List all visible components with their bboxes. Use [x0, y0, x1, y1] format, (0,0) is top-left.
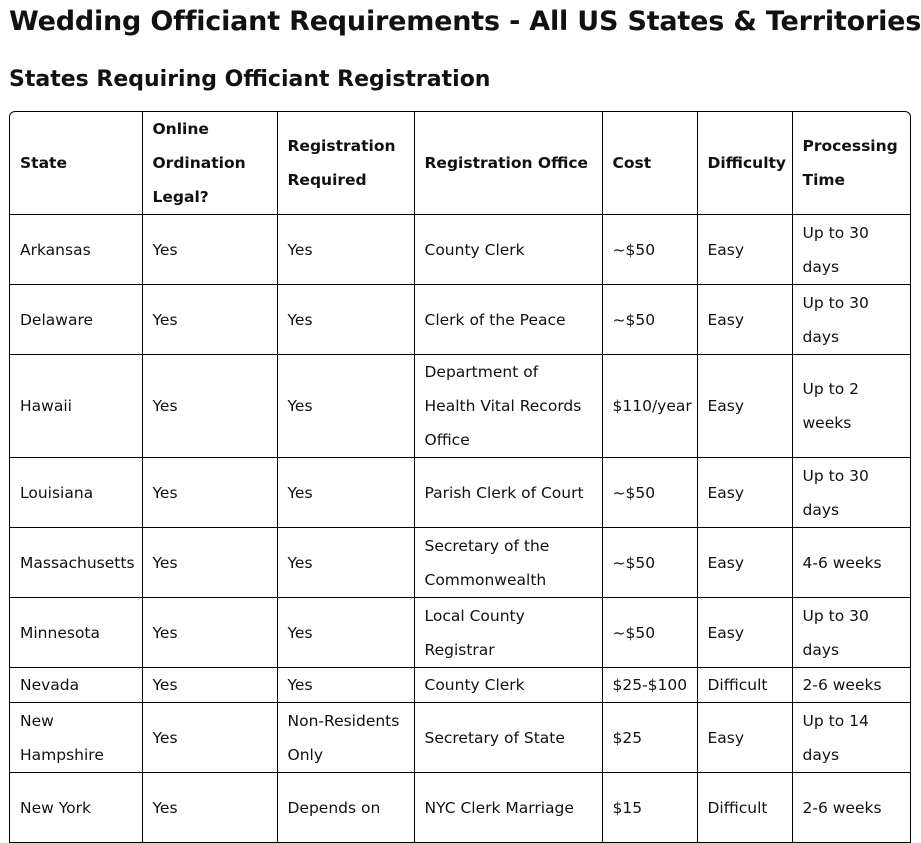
cell-cost: $15 — [602, 773, 697, 843]
cell-processing-time: 2-6 weeks — [792, 668, 910, 703]
column-header-difficulty: Difficulty — [697, 112, 792, 215]
table-row — [10, 598, 910, 668]
cell-state: Louisiana — [10, 458, 142, 528]
cell-state: Arkansas — [10, 215, 142, 285]
cell-registration-office: County Clerk — [414, 215, 602, 285]
cell-processing-time: Up to 30 days — [792, 215, 910, 285]
cell-online-ordination: Yes — [142, 285, 277, 355]
cell-processing-time: Up to 2 weeks — [792, 355, 910, 458]
cell-processing-time: Up to 30 days — [792, 598, 910, 668]
cell-cost: ~$50 — [602, 215, 697, 285]
cell-difficulty: Easy — [697, 285, 792, 355]
cell-cost: $110/year — [602, 355, 697, 458]
page-title: Wedding Officiant Requirements - All US States & Territories — [9, 6, 921, 37]
table-row — [10, 458, 910, 528]
cell-cost: ~$50 — [602, 598, 697, 668]
cell-difficulty: Easy — [697, 703, 792, 773]
cell-registration-required: Yes — [277, 528, 414, 598]
cell-difficulty: Easy — [697, 598, 792, 668]
cell-online-ordination: Yes — [142, 215, 277, 285]
cell-cost: ~$50 — [602, 528, 697, 598]
cell-state: Minnesota — [10, 598, 142, 668]
cell-registration-required: Yes — [277, 668, 414, 703]
cell-online-ordination: Yes — [142, 703, 277, 773]
cell-online-ordination: Yes — [142, 598, 277, 668]
cell-difficulty: Easy — [697, 215, 792, 285]
cell-registration-office: Clerk of the Peace — [414, 285, 602, 355]
cell-registration-required: Yes — [277, 458, 414, 528]
cell-registration-required: Yes — [277, 598, 414, 668]
column-header-registration-office: Registration Office — [414, 112, 602, 215]
cell-registration-required: Non-Residents Only — [277, 703, 414, 773]
cell-difficulty: Easy — [697, 458, 792, 528]
column-header-processing-time: Processing Time — [792, 112, 910, 215]
table-header-row — [10, 112, 910, 215]
cell-state: New York — [10, 773, 142, 843]
column-header-state: State — [10, 112, 142, 215]
table-row — [10, 355, 910, 458]
cell-state: Massachusetts — [10, 528, 142, 598]
cell-state: Hawaii — [10, 355, 142, 458]
officiant-requirements-table — [10, 112, 910, 843]
cell-registration-required: Yes — [277, 355, 414, 458]
cell-online-ordination: Yes — [142, 458, 277, 528]
officiant-requirements-table-container — [9, 111, 911, 843]
cell-online-ordination: Yes — [142, 773, 277, 843]
cell-cost: $25-$100 — [602, 668, 697, 703]
cell-registration-office: County Clerk — [414, 668, 602, 703]
table-row — [10, 285, 910, 355]
table-row — [10, 668, 910, 703]
cell-registration-required: Depends on — [277, 773, 414, 843]
cell-state: Nevada — [10, 668, 142, 703]
cell-registration-office: Parish Clerk of Court — [414, 458, 602, 528]
cell-processing-time: 2-6 weeks — [792, 773, 910, 843]
column-header-registration-required: Registration Required — [277, 112, 414, 215]
section-heading: States Requiring Officiant Registration — [9, 67, 491, 92]
cell-online-ordination: Yes — [142, 528, 277, 598]
cell-registration-office: Secretary of State — [414, 703, 602, 773]
cell-state: New Hampshire — [10, 703, 142, 773]
cell-cost: ~$50 — [602, 285, 697, 355]
cell-cost: ~$50 — [602, 458, 697, 528]
cell-state: Delaware — [10, 285, 142, 355]
cell-registration-office: NYC Clerk Marriage — [414, 773, 602, 843]
cell-difficulty: Difficult — [697, 668, 792, 703]
cell-cost: $25 — [602, 703, 697, 773]
cell-registration-office: Secretary of the Commonwealth — [414, 528, 602, 598]
cell-online-ordination: Yes — [142, 355, 277, 458]
cell-registration-office: Department of Health Vital Records Office — [414, 355, 602, 458]
cell-difficulty: Easy — [697, 355, 792, 458]
cell-difficulty: Difficult — [697, 773, 792, 843]
table-row — [10, 215, 910, 285]
cell-difficulty: Easy — [697, 528, 792, 598]
cell-processing-time: 4-6 weeks — [792, 528, 910, 598]
cell-registration-office: Local County Registrar — [414, 598, 602, 668]
cell-processing-time: Up to 30 days — [792, 458, 910, 528]
table-row — [10, 703, 910, 773]
table-row — [10, 773, 910, 843]
column-header-online-ordination: Online Ordination Legal? — [142, 112, 277, 215]
cell-processing-time: Up to 14 days — [792, 703, 910, 773]
cell-registration-required: Yes — [277, 285, 414, 355]
table-row — [10, 528, 910, 598]
column-header-cost: Cost — [602, 112, 697, 215]
cell-online-ordination: Yes — [142, 668, 277, 703]
cell-processing-time: Up to 30 days — [792, 285, 910, 355]
cell-registration-required: Yes — [277, 215, 414, 285]
